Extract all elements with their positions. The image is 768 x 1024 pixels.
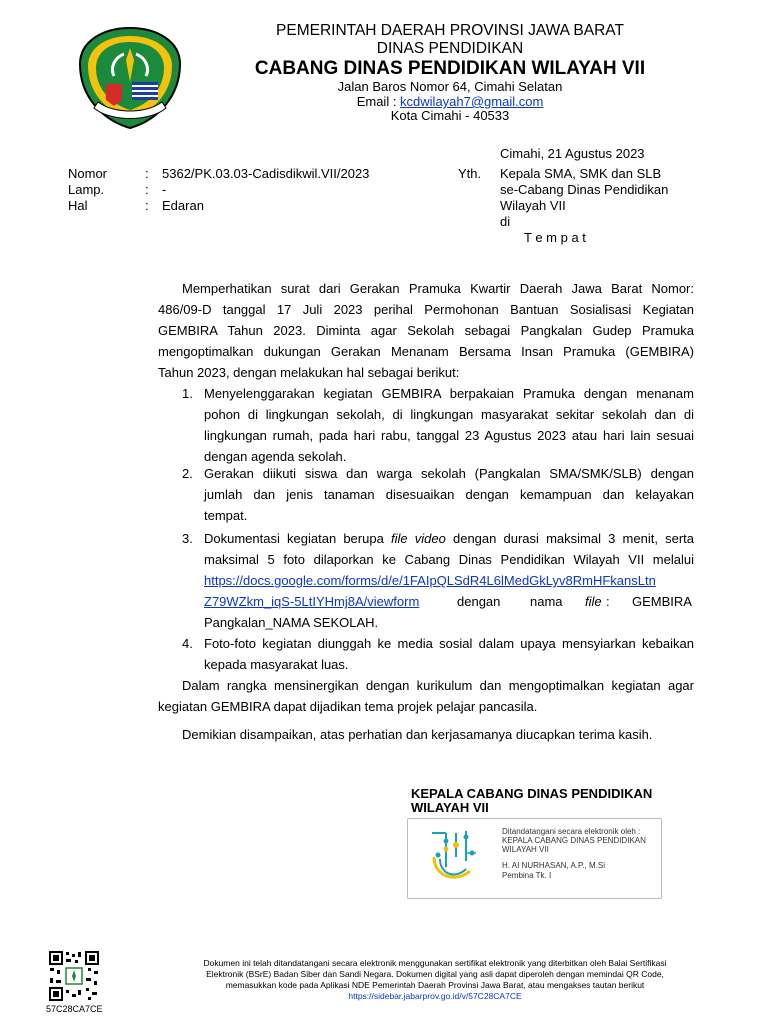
item4-line1: Foto-foto kegiatan diunggah ke media sosial dalam upaya mensyiarkan kebaikan	[204, 636, 694, 651]
item3-text-file: file	[585, 594, 602, 609]
header-department: DINAS PENDIDIKAN	[376, 40, 524, 57]
lamp-label: Lamp.	[68, 182, 105, 197]
item1-line2: pohon di lingkungan sekolah, di lingkungan masyarakat sekitar sekolah dan di	[204, 407, 694, 422]
form-link-part2[interactable]: Z79WZkm_iqS-5LtIYHmj8A/viewform	[204, 594, 420, 609]
item3-text-nama: nama	[530, 594, 563, 609]
item3-text-colon: :	[606, 594, 610, 609]
footer-verification-link[interactable]: https://sidebar.jabarprov.go.id/v/57C28CA7CE	[348, 991, 522, 1001]
hal-label: Hal	[68, 198, 88, 213]
item3-line1	[204, 528, 694, 549]
item3-text-gembira: GEMBIRA	[632, 594, 692, 609]
item2-line3: tempat.	[204, 508, 248, 523]
nomor-label: Nomor	[68, 166, 108, 181]
body-p3: Demikian disampaikan, atas perhatian dan kerjasamanya diucapkan terima kasih.	[182, 727, 653, 742]
hal-colon: :	[145, 198, 149, 213]
item1-line4: dengan agenda sekolah.	[204, 449, 347, 464]
recipient-line2: se-Cabang Dinas Pendidikan	[500, 182, 669, 197]
e-sign-line4: H. AI NURHASAN, A.P., M.Si	[502, 861, 605, 870]
recipient-line3: Wilayah VII	[500, 198, 566, 213]
body-p2-line2: kegiatan GEMBIRA dapat dijadikan tema projek pelajar pancasila.	[158, 699, 538, 714]
nomor-colon: :	[145, 166, 149, 181]
item2-number: 2.	[182, 466, 193, 481]
item3-text-a: Dokumentasi kegiatan berupa	[204, 531, 391, 546]
item4-line2: kepada masyarakat luas.	[204, 657, 349, 672]
footer-line1: Dokumen ini telah ditandatangani secara elektronik menggunakan sertifikat elektronik yang diterbitkan oleh Balai Sertifikasi	[203, 958, 667, 968]
item3-number: 3.	[182, 531, 193, 546]
item1-line3: lingkungan rumah, pada hari rabu, tanggal 23 Agustus 2023 atau hari lain sesuai	[204, 428, 694, 443]
letter-date: Cimahi, 21 Agustus 2023	[500, 146, 645, 161]
email-label: Email :	[356, 94, 401, 109]
body-p1-line5: Tahun 2023, dengan melakukan hal sebagai berikut:	[158, 365, 460, 380]
item3-text-dengan: dengan	[457, 594, 501, 609]
e-sign-line1: Ditandatangani secara elektronik oleh :	[502, 827, 641, 836]
item3-line5: Pangkalan_NAMA SEKOLAH.	[204, 615, 379, 630]
recipient-yth: Yth.	[458, 166, 482, 181]
item3-text-c: dengan durasi maksimal 3 menit, serta	[445, 531, 694, 546]
e-signature-logo-icon	[426, 827, 484, 889]
item3-text-italic: file video	[390, 531, 446, 546]
body-p1-line2: 486/09-D tanggal 17 Juli 2023 perihal Permohonan Bantuan Sosialisasi Kegiatan	[158, 302, 694, 317]
e-sign-line3: WILAYAH VII	[502, 845, 549, 854]
recipient-di: di	[500, 214, 511, 229]
item1-line1: Menyelenggarakan kegiatan GEMBIRA berpakaian Pramuka dengan menanam	[204, 386, 694, 401]
header-city: Kota Cimahi - 40533	[390, 108, 510, 123]
body-p1-line3: GEMBIRA Tahun 2023. Diminta agar Sekolah sebagai Pangkalan Gudep Pramuka	[158, 323, 694, 338]
item1-number: 1.	[182, 386, 193, 401]
signature-title-1: KEPALA CABANG DINAS PENDIDIKAN	[411, 786, 653, 801]
header-government: PEMERINTAH DAERAH PROVINSI JAWA BARAT	[276, 22, 624, 39]
footer-line3: memasukkan kode pada Aplikasi NDE Pemerintah Daerah Provinsi Jawa Barat, atau mengakses tautan berikut	[225, 980, 645, 990]
qr-code-label: 57C28CA7CE	[46, 1004, 103, 1014]
body-p1-line4: mengoptimalkan dukungan Gerakan Menanam Bersama Insan Pramuka (GEMBIRA)	[158, 344, 694, 359]
nomor-value: 5362/PK.03.03-Cadisdikwil.VII/2023	[162, 166, 370, 181]
hal-value: Edaran	[162, 198, 204, 213]
e-sign-line5: Pembina Tk. I	[502, 871, 552, 880]
qr-code[interactable]	[48, 950, 100, 1002]
body-p2-line1: Dalam rangka mensinergikan dengan kurikulum dan mengoptimalkan kegiatan agar	[182, 678, 694, 693]
header-address: Jalan Baros Nomor 64, Cimahi Selatan	[337, 79, 563, 94]
item3-line2: maksimal 5 foto dilaporkan ke Cabang Dinas Pendidikan Wilayah VII melalui	[204, 552, 694, 567]
body-p1-line1: Memperhatikan surat dari Gerakan Pramuka Kwartir Daerah Jawa Barat Nomor:	[182, 281, 694, 296]
item2-line1: Gerakan diikuti siswa dan warga sekolah (Pangkalan SMA/SMK/SLB) dengan	[204, 466, 694, 481]
e-sign-line2: KEPALA CABANG DINAS PENDIDIKAN	[502, 836, 646, 845]
header-branch: CABANG DINAS PENDIDIKAN WILAYAH VII	[254, 58, 646, 79]
lamp-colon: :	[145, 182, 149, 197]
recipient-line1: Kepala SMA, SMK dan SLB	[500, 166, 662, 181]
e-signature-box	[407, 818, 662, 899]
lamp-value: -	[162, 182, 167, 197]
item2-line2: jumlah dan jenis tanaman disesuaikan dengan kemampuan dan kelayakan	[204, 487, 694, 502]
header-email-line	[200, 94, 700, 109]
recipient-tempat: T e m p a t	[524, 230, 586, 245]
email-link[interactable]: kcdwilayah7@gmail.com	[400, 94, 544, 109]
west-java-emblem-icon	[74, 24, 186, 132]
item4-number: 4.	[182, 636, 193, 651]
footer-line2: Elektronik (BSrE) Badan Siber dan Sandi Negara. Dokumen digital yang asli dapat diperoleh dengan memindai QR Code,	[206, 969, 664, 979]
signature-title-2: WILAYAH VII	[411, 800, 489, 815]
form-link-part1[interactable]: https://docs.google.com/forms/d/e/1FAIpQLSdR4L6lMedGkLyv8RmHFkansLtn	[204, 573, 656, 588]
